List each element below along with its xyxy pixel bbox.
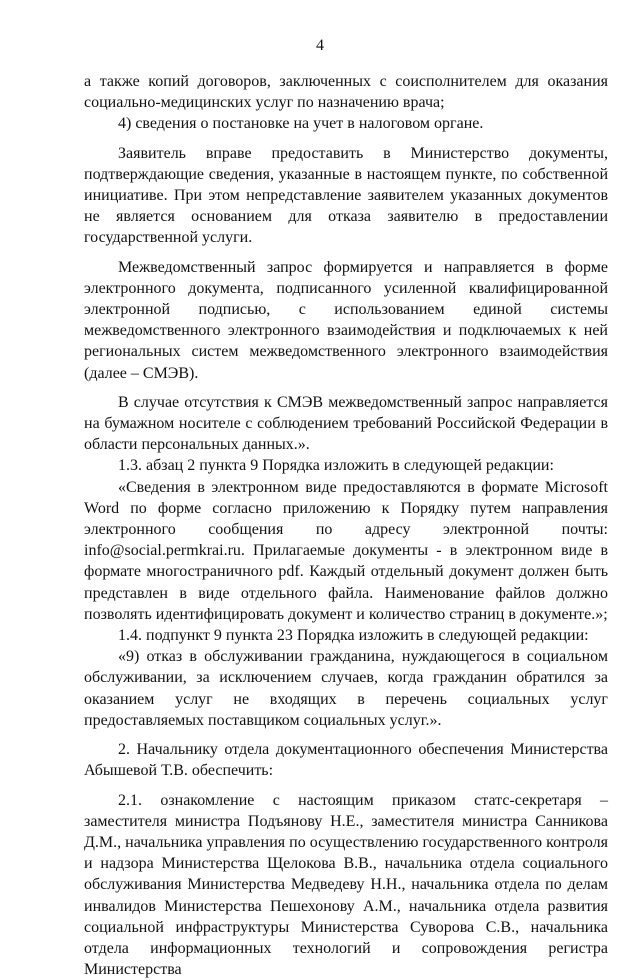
paragraph-item-1-3: 1.3. абзац 2 пункта 9 Порядка изложить в следующей редакции:	[84, 455, 608, 476]
paragraph-item-2-1: 2.1. ознакомление с настоящим приказом статс-секретаря – заместителя министра Подъянову Н.Е., заместителя министра Санникова Д.М., начальника управления по осуществлению государственного контроля и надзора Министерства Щелокова В.В., начальника отдела социального обслуживания Министерства Медведеву Н.Н., начальника отдела по делам инвалидов Министерства Пешехонову А.М., начальника отдела развития социальной инфраструктуры Министерства Суворова С.В., начальника отдела информационных технологий и сопровождения регистра Министерства	[84, 790, 608, 980]
paragraph-interagency-request: Межведомственный запрос формируется и направляется в форме электронного документа, подписанного усиленной квалифицированной электронной подписью, с использованием единой системы межведомственного электронного взаимодействия и подключаемых к ней региональных систем межведомственного электронного взаимодействия (далее – СМЭВ).	[84, 257, 608, 384]
paragraph-item-2: 2. Начальнику отдела документационного обеспечения Министерства Абышевой Т.В. обеспечить:	[84, 739, 608, 781]
page-number: 4	[0, 35, 640, 56]
paragraph-tax-registration: 4) сведения о постановке на учет в налоговом органе.	[84, 113, 608, 134]
document-body	[84, 71, 608, 980]
paragraph-contracts-continuation: а также копий договоров, заключенных с соисполнителем для оказания социально-медицинских услуг по назначению врача;	[84, 71, 608, 113]
paragraph-item-1-4: 1.4. подпункт 9 пункта 23 Порядка изложить в следующей редакции:	[84, 625, 608, 646]
paragraph-applicant-right: Заявитель вправе предоставить в Министерство документы, подтверждающие сведения, указанные в настоящем пункте, по собственной инициативе. При этом непредставление заявителем указанных документов не является основанием для отказа заявителю в предоставлении государственной услуги.	[84, 143, 608, 249]
paragraph-electronic-format: «Сведения в электронном виде предоставляются в формате Microsoft Word по форме согласно приложению к Порядку путем направления электронного сообщения по адресу электронной почты: info@social.permkrai.ru. Прилагаемые документы - в электронном виде в формате многостраничного pdf. Каждый отдельный документ должен быть представлен в виде отдельного файла. Наименование файлов должно позволять идентифицировать документ и количество страниц в документе.»;	[84, 477, 608, 625]
paragraph-service-refusal: «9) отказ в обслуживании гражданина, нуждающегося в социальном обслуживании, за исключением случаев, когда гражданин обратился за оказанием услуг не входящих в перечень социальных услуг предоставляемых поставщиком социальных услуг.».	[84, 646, 608, 731]
paragraph-paper-request: В случае отсутствия к СМЭВ межведомственный запрос направляется на бумажном носителе с соблюдением требований Российской Федерации в области персональных данных.».	[84, 392, 608, 456]
